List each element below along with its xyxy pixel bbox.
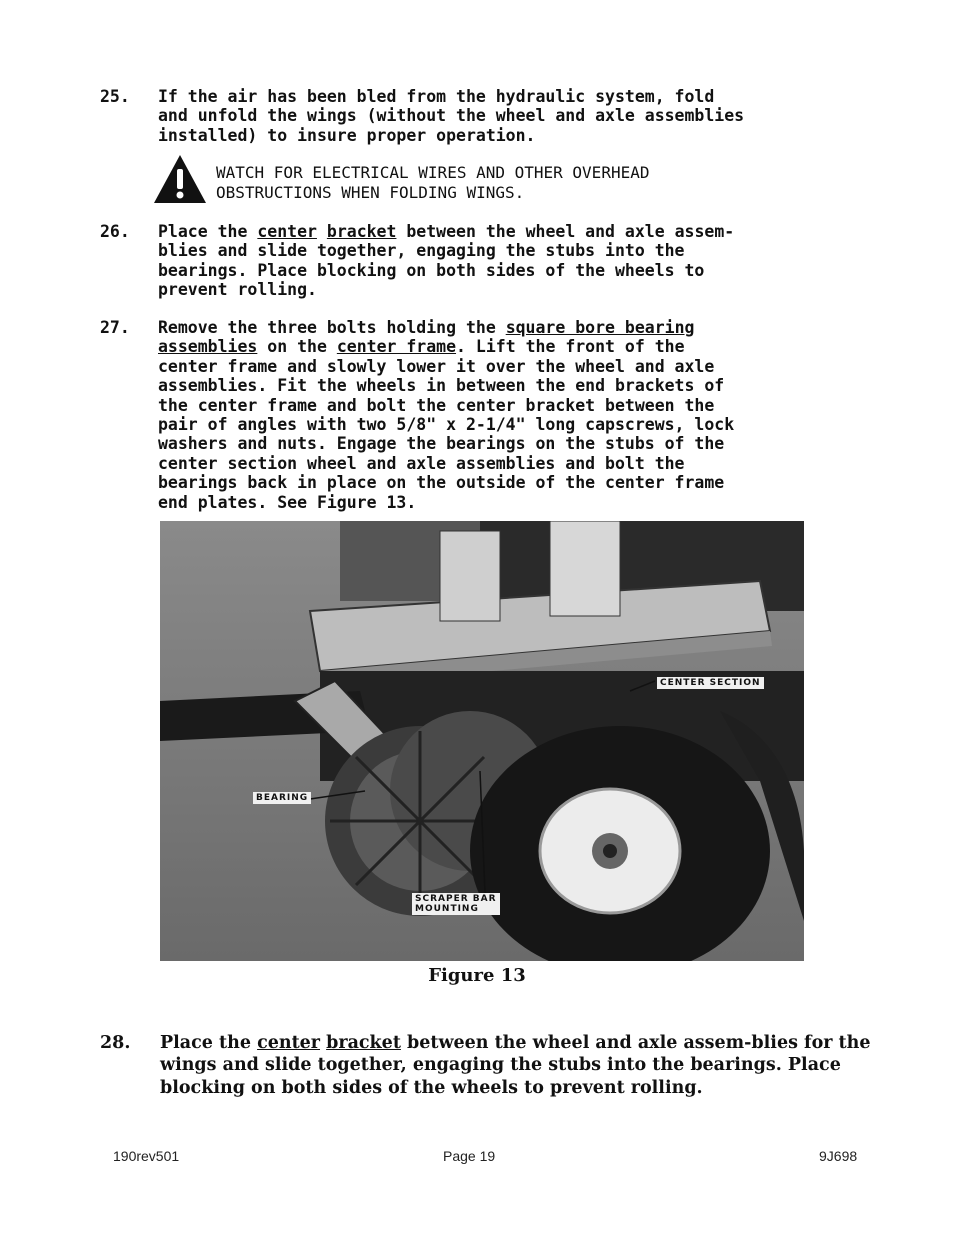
footer-page-number: Page 19 [443,1148,496,1164]
step-text [160,1032,880,1099]
step-27 [100,318,860,512]
text-run: on the [257,337,337,357]
underlined-term: center [257,1033,321,1053]
footer-doc-code: 190rev501 [113,1148,180,1164]
underlined-term: bracket [326,222,397,241]
step-text: If the air has been bled from the hydraulic system, fold and unfold the wings (without the wheel and axle assemblies installed) to insure proper operation. [158,87,745,145]
underlined-term: center [257,222,317,241]
step-text [158,318,860,512]
warning-notice [152,153,852,213]
step-text [158,222,860,300]
bearing-label: BEARING [253,792,311,804]
text-run: Place the [160,1033,258,1053]
figure-13-photo [160,521,804,961]
text-run: Remove the three bolts holding the [158,318,506,337]
step-26 [100,222,860,300]
text-run: between the wheel and axle assem- blies and slide together, engaging the stubs into the bearings. Place blocking on both sides of the wheels to prevent rolling. [158,222,735,300]
step-25 [100,87,860,145]
text-run: between the wheel and axle assem-blies for the wings and slide together, engaging the stubs into the bearings. Place blocking on both sides of the wheels to prevent rolling. [160,1033,871,1098]
step-number: 25. [100,87,130,106]
step-number: 27. [100,318,130,337]
figure-caption: Figure 13 [428,965,526,986]
underlined-term: square bore bearing assemblies [158,318,695,357]
warning-triangle-icon [152,153,208,205]
text-run [317,222,327,241]
scraper-bar-mounting-label: SCRAPER BAR MOUNTING [412,893,500,915]
text-run: . Lift the front of the center frame and slowly lower it over the wheel and axle assemblies. Fit the wheels in between the end brackets of the center frame and bolt the center bracket between the pair of angles with two 5/8" x 2-1/4" long capscrews, lock washers and nuts. Engage the bearings on the stubs of the center section wheel and axle assemblies and bolt the bearings back in place on the outside of the center frame end plates. See Figure 13. [158,337,735,512]
step-28 [100,1032,880,1099]
center-section-label: CENTER SECTION [657,677,764,689]
underlined-term: bracket [326,1033,401,1053]
step-number: 26. [100,222,130,241]
step-number: 28. [100,1033,131,1053]
warning-text: WATCH FOR ELECTRICAL WIRES AND OTHER OVERHEAD OBSTRUCTIONS WHEN FOLDING WINGS. [216,163,650,202]
underlined-term: center frame [336,337,457,357]
footer-part-number: 9J698 [819,1148,858,1164]
text-run: Place the [158,222,258,241]
